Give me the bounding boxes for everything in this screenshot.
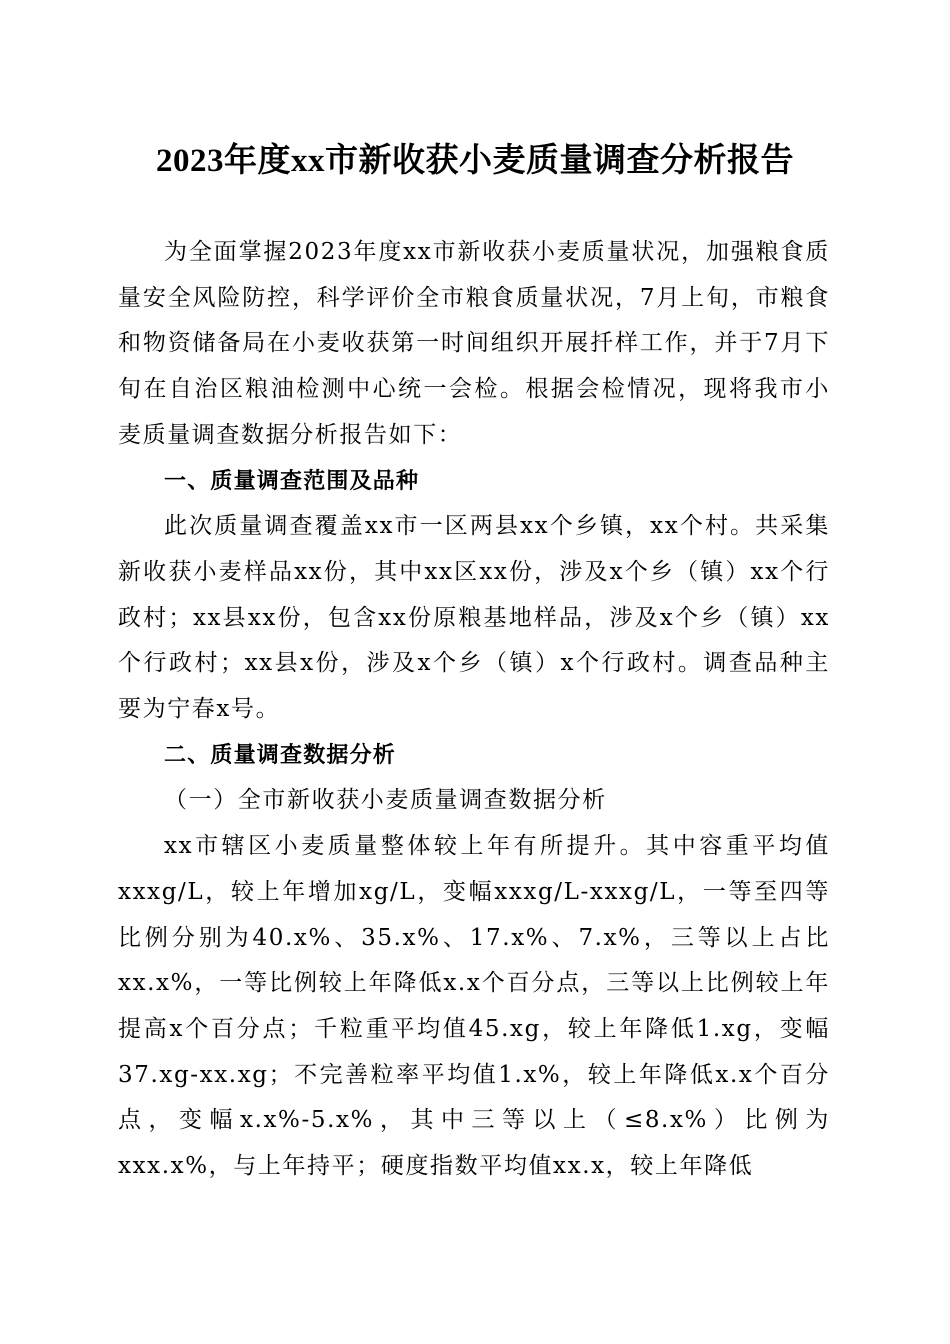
intro-paragraph: 为全面掌握2023年度xx市新收获小麦质量状况，加强粮食质量安全风险防控，科学评价全市粮食质量状况，7月上旬，市粮食和物资储备局在小麦收获第一时间组织开展扦样工作，并于7月下旬在自治区粮油检测中心统一会检。根据会检情况，现将我市小麦质量调查数据分析报告如下： <box>118 239 830 448</box>
section-1-heading: 一、质量调查范围及品种 <box>164 468 420 494</box>
section-2-paragraph: xx市辖区小麦质量整体较上年有所提升。其中容重平均值xxxg/L，较上年增加xg/L，变幅xxxg/L-xxxg/L，一等至四等比例分别为40.x%、35.x%、17.x%、7.x%，三等以上占比xx.x%，一等比例较上年降低x.x个百分点，三等以上比例较上年提高x个百分点；千粒重平均值45.xg，较上年降低1.xg，变幅37.xg-xx.xg；不完善粒率平均值1.x%，较上年降低x.x个百分点，变幅x.x%-5.x%，其中三等以上（≤8.x%）比例为xxx.x%，与上年持平；硬度指数平均值xx.x，较上年降低 <box>118 833 830 1180</box>
section-2-heading: 二、质量调查数据分析 <box>164 742 397 768</box>
section-2-subheading: （一）全市新收获小麦质量调查数据分析 <box>164 787 607 814</box>
document-title: 2023年度xx市新收获小麦质量调查分析报告 <box>156 143 794 179</box>
document-body <box>118 230 830 1190</box>
section-1-paragraph: 此次质量调查覆盖xx市一区两县xx个乡镇，xx个村。共采集新收获小麦样品xx份，其中xx区xx份，涉及x个乡（镇）xx个行政村；xx县xx份，包含xx份原粮基地样品，涉及x个乡（镇）xx个行政村；xx县x份，涉及x个乡（镇）x个行政村。调查品种主要为宁春x号。 <box>118 513 830 723</box>
